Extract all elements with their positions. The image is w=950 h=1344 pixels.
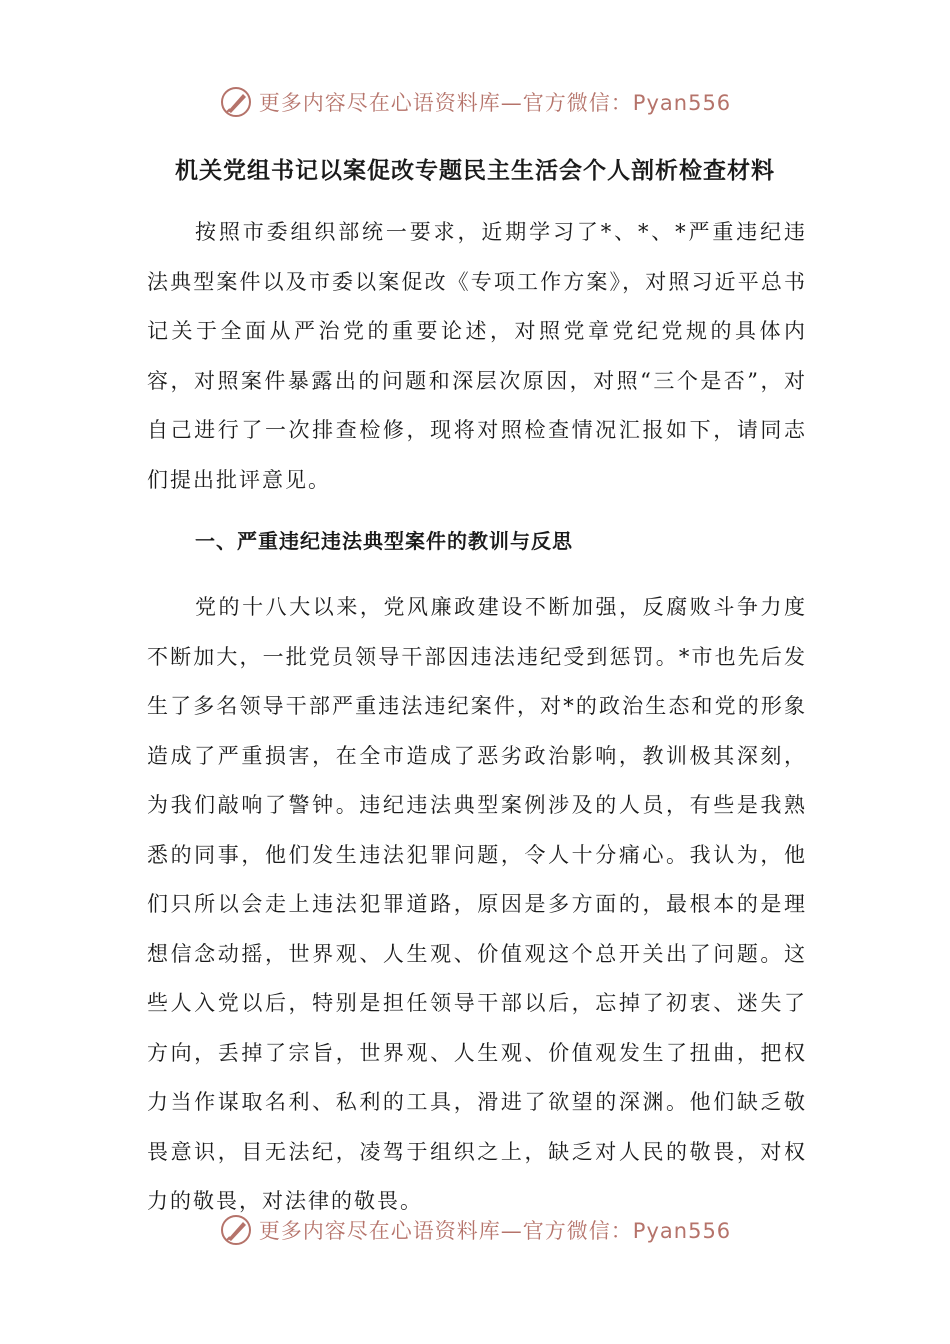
section-paragraph: 党的十八大以来，党风廉政建设不断加强，反腐败斗争力度不断加大，一批党员领导干部因违法违纪受到惩罚。*市也先后发生了多名领导干部严重违法违纪案件，对*的政治生态和党的形象造成了严重损害，在全市造成了恶劣政治影响，教训极其深刻，为我们敲响了警钟。违纪违法典型案例涉及的人员，有些是我熟悉的同事，他们发生违法犯罪问题，令人十分痛心。我认为，他们只所以会走上违法犯罪道路，原因是多方面的，最根本的是理想信念动摇，世界观、人生观、价值观这个总开关出了问题。这些人入党以后，特别是担任领导干部以后，忘掉了初衷、迷失了方向，丢掉了宗旨，世界观、人生观、价值观发生了扭曲，把权力当作谋取名利、私利的工具，滑进了欲望的深渊。他们缺乏敬畏意识，目无法纪，凌驾于组织之上，缺乏对人民的敬畏，对权力的敬畏，对法律的敬畏。 <box>147 595 807 1213</box>
watermark-text: 更多内容尽在心语资料库—官方微信：Pyan556 <box>258 91 732 115</box>
section-heading: 一、严重违纪违法典型案件的教训与反思 <box>195 529 573 553</box>
watermark-banner-top <box>0 80 950 124</box>
document-title: 机关党组书记以案促改专题民主生活会个人剖析检查材料 <box>175 158 775 184</box>
watermark-banner-bottom <box>0 1208 950 1252</box>
quill-logo-icon <box>219 85 253 119</box>
intro-paragraph: 按照市委组织部统一要求，近期学习了*、*、*严重违纪违法典型案件以及市委以案促改《专项工作方案》，对照习近平总书记关于全面从严治党的重要论述，对照党章党纪党规的具体内容，对照案件暴露出的问题和深层次原因，对照“三个是否”，对自己进行了一次排查检修，现将对照检查情况汇报如下，请同志们提出批评意见。 <box>147 220 807 492</box>
quill-logo-icon <box>219 1213 253 1247</box>
watermark-text: 更多内容尽在心语资料库—官方微信：Pyan556 <box>258 1219 732 1243</box>
